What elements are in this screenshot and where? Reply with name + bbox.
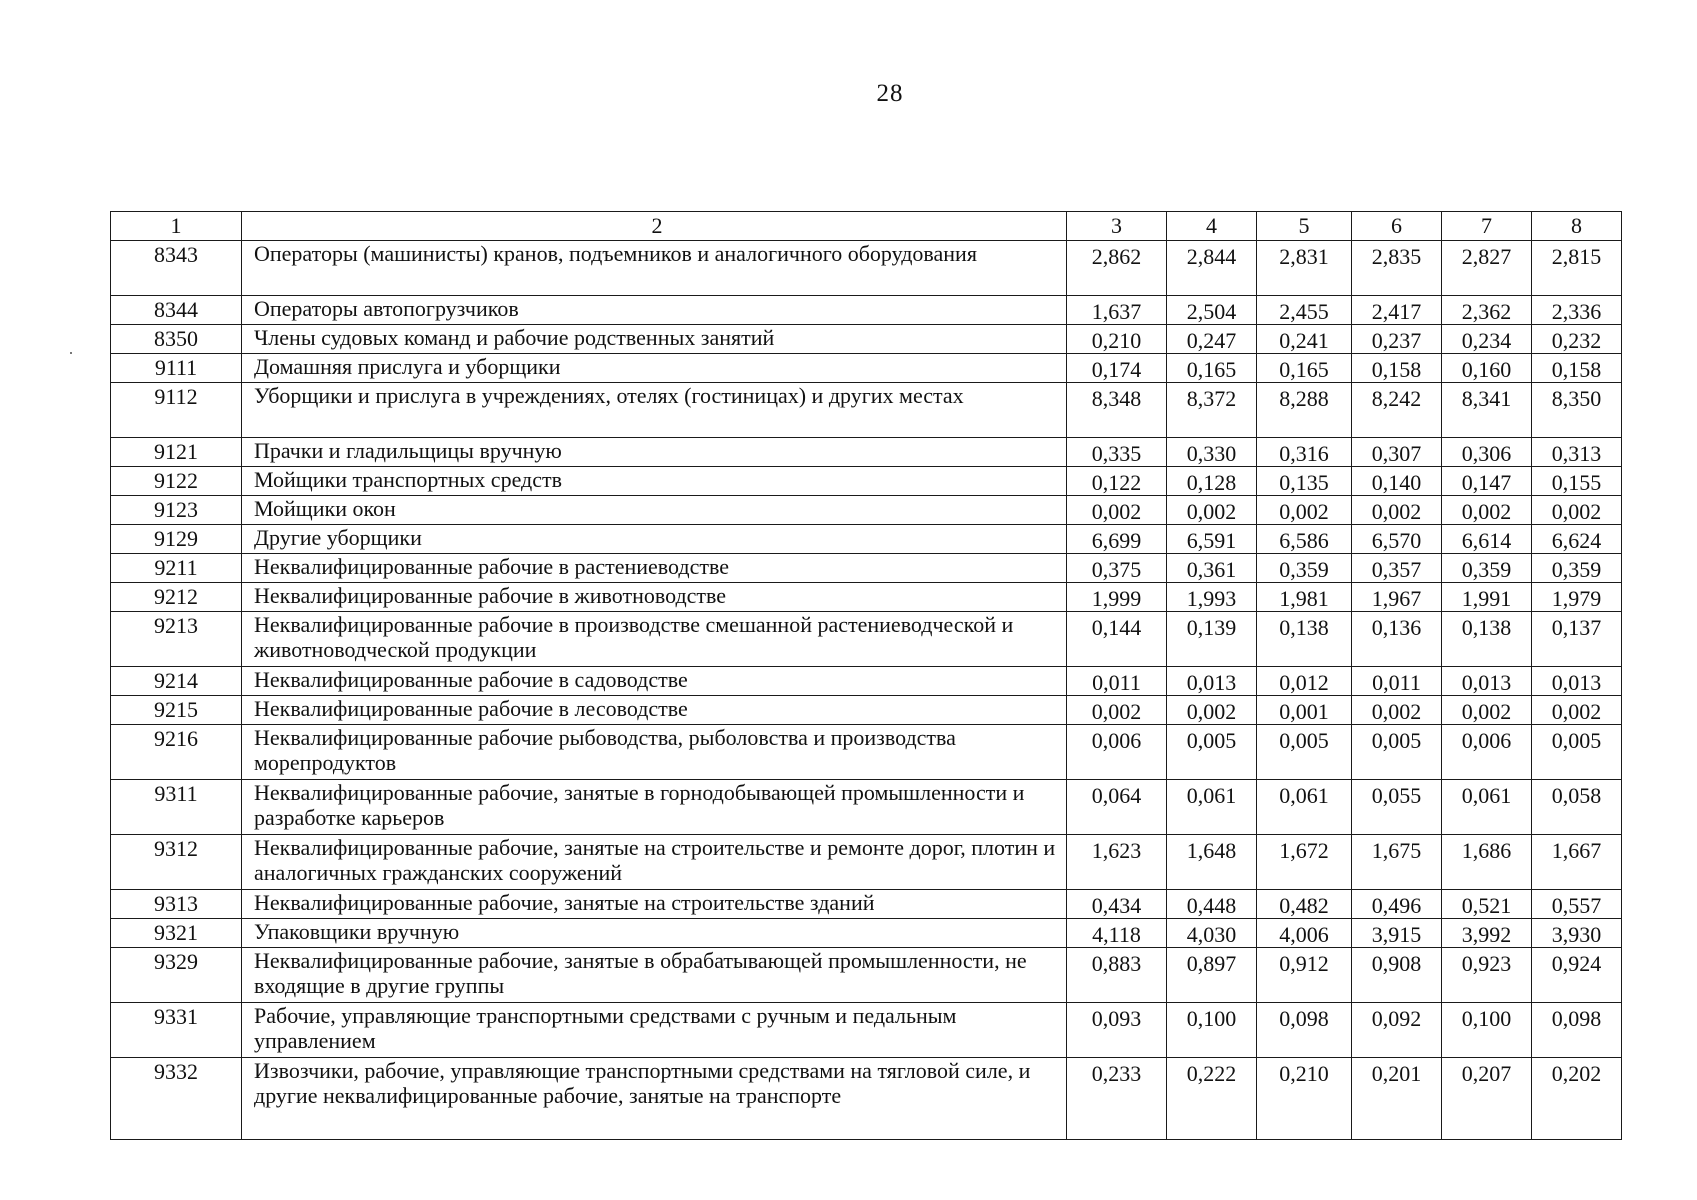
value-col-7: 0,923 xyxy=(1442,948,1532,1003)
value-col-5: 0,061 xyxy=(1257,780,1352,835)
value-col-4: 0,128 xyxy=(1167,467,1257,496)
occupation-name: Неквалифицированные рабочие, занятые в горнодобывающей промышленности и разработке карьеров xyxy=(242,780,1067,835)
value-col-8: 2,815 xyxy=(1532,241,1622,296)
value-col-7: 0,234 xyxy=(1442,325,1532,354)
value-col-4: 0,897 xyxy=(1167,948,1257,1003)
value-col-5: 0,135 xyxy=(1257,467,1352,496)
value-col-3: 0,064 xyxy=(1067,780,1167,835)
value-col-3: 1,637 xyxy=(1067,296,1167,325)
value-col-5: 0,165 xyxy=(1257,354,1352,383)
occupation-name: Мойщики окон xyxy=(242,496,1067,525)
occupation-code: 9122 xyxy=(111,467,242,496)
value-col-6: 0,908 xyxy=(1352,948,1442,1003)
column-header-2: 2 xyxy=(242,212,1067,241)
value-col-5: 8,288 xyxy=(1257,383,1352,438)
occupation-name: Рабочие, управляющие транспортными средствами с ручным и педальным управлением xyxy=(242,1003,1067,1058)
value-col-8: 6,624 xyxy=(1532,525,1622,554)
table-row xyxy=(111,696,1622,725)
occupation-name: Неквалифицированные рабочие в садоводстве xyxy=(242,667,1067,696)
value-col-8: 0,359 xyxy=(1532,554,1622,583)
table-row xyxy=(111,919,1622,948)
value-col-7: 0,013 xyxy=(1442,667,1532,696)
value-col-6: 3,915 xyxy=(1352,919,1442,948)
value-col-6: 0,005 xyxy=(1352,725,1442,780)
column-header-3: 3 xyxy=(1067,212,1167,241)
occupation-name: Члены судовых команд и рабочие родственных занятий xyxy=(242,325,1067,354)
occupation-name: Прачки и гладильщицы вручную xyxy=(242,438,1067,467)
table-row xyxy=(111,890,1622,919)
value-col-6: 8,242 xyxy=(1352,383,1442,438)
value-col-4: 6,591 xyxy=(1167,525,1257,554)
occupation-code: 9129 xyxy=(111,525,242,554)
value-col-3: 0,011 xyxy=(1067,667,1167,696)
value-col-5: 6,586 xyxy=(1257,525,1352,554)
value-col-5: 0,005 xyxy=(1257,725,1352,780)
occupation-name: Упаковщики вручную xyxy=(242,919,1067,948)
value-col-7: 6,614 xyxy=(1442,525,1532,554)
table-row xyxy=(111,496,1622,525)
value-col-3: 0,174 xyxy=(1067,354,1167,383)
value-col-8: 0,557 xyxy=(1532,890,1622,919)
value-col-4: 2,504 xyxy=(1167,296,1257,325)
value-col-7: 0,521 xyxy=(1442,890,1532,919)
occupation-code: 8350 xyxy=(111,325,242,354)
occupation-code: 9214 xyxy=(111,667,242,696)
value-col-7: 0,002 xyxy=(1442,496,1532,525)
value-col-5: 0,316 xyxy=(1257,438,1352,467)
occupation-code: 9212 xyxy=(111,583,242,612)
value-col-4: 0,061 xyxy=(1167,780,1257,835)
occupation-name: Неквалифицированные рабочие в производстве смешанной растениеводческой и животноводческой продукции xyxy=(242,612,1067,667)
value-col-7: 0,006 xyxy=(1442,725,1532,780)
occupation-name: Извозчики, рабочие, управляющие транспортными средствами на тягловой силе, и другие неквалифицированные рабочие, занятые на транспорте xyxy=(242,1058,1067,1140)
value-col-8: 1,979 xyxy=(1532,583,1622,612)
table-header-row xyxy=(111,212,1622,241)
occupation-code: 8343 xyxy=(111,241,242,296)
occupation-code: 8344 xyxy=(111,296,242,325)
value-col-7: 2,362 xyxy=(1442,296,1532,325)
occupation-code: 9215 xyxy=(111,696,242,725)
value-col-5: 1,981 xyxy=(1257,583,1352,612)
value-col-6: 1,675 xyxy=(1352,835,1442,890)
occupation-code: 9321 xyxy=(111,919,242,948)
value-col-3: 0,883 xyxy=(1067,948,1167,1003)
value-col-6: 0,136 xyxy=(1352,612,1442,667)
value-col-4: 0,139 xyxy=(1167,612,1257,667)
value-col-5: 0,002 xyxy=(1257,496,1352,525)
value-col-4: 4,030 xyxy=(1167,919,1257,948)
column-header-4: 4 xyxy=(1167,212,1257,241)
value-col-7: 0,207 xyxy=(1442,1058,1532,1140)
value-col-5: 4,006 xyxy=(1257,919,1352,948)
value-col-6: 0,011 xyxy=(1352,667,1442,696)
value-col-8: 0,058 xyxy=(1532,780,1622,835)
value-col-5: 0,138 xyxy=(1257,612,1352,667)
occupation-name: Домашняя прислуга и уборщики xyxy=(242,354,1067,383)
value-col-7: 0,002 xyxy=(1442,696,1532,725)
value-col-3: 0,375 xyxy=(1067,554,1167,583)
value-col-8: 8,350 xyxy=(1532,383,1622,438)
column-header-7: 7 xyxy=(1442,212,1532,241)
value-col-8: 0,313 xyxy=(1532,438,1622,467)
value-col-3: 8,348 xyxy=(1067,383,1167,438)
occupation-code: 9329 xyxy=(111,948,242,1003)
value-col-3: 4,118 xyxy=(1067,919,1167,948)
value-col-4: 0,013 xyxy=(1167,667,1257,696)
column-header-6: 6 xyxy=(1352,212,1442,241)
value-col-3: 6,699 xyxy=(1067,525,1167,554)
value-col-8: 0,202 xyxy=(1532,1058,1622,1140)
value-col-3: 0,233 xyxy=(1067,1058,1167,1140)
value-col-6: 0,496 xyxy=(1352,890,1442,919)
value-col-7: 1,991 xyxy=(1442,583,1532,612)
value-col-6: 2,835 xyxy=(1352,241,1442,296)
value-col-7: 0,160 xyxy=(1442,354,1532,383)
value-col-3: 1,999 xyxy=(1067,583,1167,612)
occupation-code: 9121 xyxy=(111,438,242,467)
table-row xyxy=(111,325,1622,354)
occupation-code: 9211 xyxy=(111,554,242,583)
table-row xyxy=(111,835,1622,890)
table-row xyxy=(111,296,1622,325)
value-col-4: 0,361 xyxy=(1167,554,1257,583)
value-col-7: 0,138 xyxy=(1442,612,1532,667)
value-col-7: 1,686 xyxy=(1442,835,1532,890)
occupation-name: Операторы (машинисты) кранов, подъемников и аналогичного оборудования xyxy=(242,241,1067,296)
table-row xyxy=(111,467,1622,496)
value-col-6: 0,055 xyxy=(1352,780,1442,835)
column-header-1: 1 xyxy=(111,212,242,241)
value-col-8: 0,013 xyxy=(1532,667,1622,696)
occupation-name: Неквалифицированные рабочие в лесоводстве xyxy=(242,696,1067,725)
value-col-8: 0,924 xyxy=(1532,948,1622,1003)
occupation-table xyxy=(110,211,1622,1140)
occupation-code: 9312 xyxy=(111,835,242,890)
table-row xyxy=(111,948,1622,1003)
occupation-code: 9313 xyxy=(111,890,242,919)
value-col-5: 0,482 xyxy=(1257,890,1352,919)
occupation-code: 9111 xyxy=(111,354,242,383)
value-col-6: 0,237 xyxy=(1352,325,1442,354)
value-col-3: 0,093 xyxy=(1067,1003,1167,1058)
value-col-4: 1,648 xyxy=(1167,835,1257,890)
table-row xyxy=(111,667,1622,696)
table-row xyxy=(111,1003,1622,1058)
value-col-8: 1,667 xyxy=(1532,835,1622,890)
value-col-3: 0,002 xyxy=(1067,496,1167,525)
value-col-8: 0,155 xyxy=(1532,467,1622,496)
occupation-code: 9112 xyxy=(111,383,242,438)
value-col-7: 2,827 xyxy=(1442,241,1532,296)
value-col-7: 3,992 xyxy=(1442,919,1532,948)
table-row xyxy=(111,241,1622,296)
value-col-3: 0,210 xyxy=(1067,325,1167,354)
value-col-3: 0,006 xyxy=(1067,725,1167,780)
table-row xyxy=(111,525,1622,554)
value-col-3: 0,335 xyxy=(1067,438,1167,467)
table-row xyxy=(111,554,1622,583)
table-row xyxy=(111,725,1622,780)
table-row xyxy=(111,612,1622,667)
value-col-8: 3,930 xyxy=(1532,919,1622,948)
occupation-name: Неквалифицированные рабочие, занятые на строительстве и ремонте дорог, плотин и аналогичных гражданских сооружений xyxy=(242,835,1067,890)
occupation-code: 9311 xyxy=(111,780,242,835)
value-col-5: 0,098 xyxy=(1257,1003,1352,1058)
value-col-5: 2,831 xyxy=(1257,241,1352,296)
value-col-5: 1,672 xyxy=(1257,835,1352,890)
value-col-6: 0,140 xyxy=(1352,467,1442,496)
value-col-4: 0,222 xyxy=(1167,1058,1257,1140)
table-row xyxy=(111,383,1622,438)
occupation-name: Неквалифицированные рабочие, занятые в обрабатывающей промышленности, не входящие в другие группы xyxy=(242,948,1067,1003)
occupation-code: 9332 xyxy=(111,1058,242,1140)
scan-speck xyxy=(70,352,72,354)
value-col-4: 0,165 xyxy=(1167,354,1257,383)
occupation-name: Неквалифицированные рабочие, занятые на строительстве зданий xyxy=(242,890,1067,919)
value-col-6: 0,092 xyxy=(1352,1003,1442,1058)
value-col-7: 0,061 xyxy=(1442,780,1532,835)
value-col-5: 0,210 xyxy=(1257,1058,1352,1140)
value-col-7: 0,306 xyxy=(1442,438,1532,467)
value-col-6: 0,002 xyxy=(1352,496,1442,525)
table-row xyxy=(111,583,1622,612)
value-col-3: 2,862 xyxy=(1067,241,1167,296)
occupation-code: 9213 xyxy=(111,612,242,667)
value-col-6: 0,002 xyxy=(1352,696,1442,725)
value-col-8: 0,005 xyxy=(1532,725,1622,780)
value-col-4: 0,330 xyxy=(1167,438,1257,467)
value-col-8: 0,137 xyxy=(1532,612,1622,667)
value-col-6: 0,158 xyxy=(1352,354,1442,383)
value-col-4: 0,100 xyxy=(1167,1003,1257,1058)
occupation-name: Неквалифицированные рабочие рыбоводства, рыболовства и производства морепродуктов xyxy=(242,725,1067,780)
occupation-name: Операторы автопогрузчиков xyxy=(242,296,1067,325)
occupation-code: 9331 xyxy=(111,1003,242,1058)
table-row xyxy=(111,438,1622,467)
occupation-name: Мойщики транспортных средств xyxy=(242,467,1067,496)
value-col-4: 0,002 xyxy=(1167,496,1257,525)
table-row xyxy=(111,1058,1622,1140)
value-col-6: 0,307 xyxy=(1352,438,1442,467)
occupation-code: 9123 xyxy=(111,496,242,525)
value-col-3: 0,434 xyxy=(1067,890,1167,919)
value-col-4: 8,372 xyxy=(1167,383,1257,438)
value-col-6: 2,417 xyxy=(1352,296,1442,325)
value-col-3: 1,623 xyxy=(1067,835,1167,890)
page-number: 28 xyxy=(876,80,904,107)
value-col-5: 0,241 xyxy=(1257,325,1352,354)
value-col-7: 8,341 xyxy=(1442,383,1532,438)
value-col-3: 0,002 xyxy=(1067,696,1167,725)
value-col-5: 0,001 xyxy=(1257,696,1352,725)
value-col-4: 0,002 xyxy=(1167,696,1257,725)
occupation-code: 9216 xyxy=(111,725,242,780)
value-col-5: 2,455 xyxy=(1257,296,1352,325)
value-col-7: 0,100 xyxy=(1442,1003,1532,1058)
value-col-4: 0,005 xyxy=(1167,725,1257,780)
occupation-name: Неквалифицированные рабочие в животноводстве xyxy=(242,583,1067,612)
value-col-8: 2,336 xyxy=(1532,296,1622,325)
value-col-4: 0,247 xyxy=(1167,325,1257,354)
value-col-6: 6,570 xyxy=(1352,525,1442,554)
value-col-8: 0,158 xyxy=(1532,354,1622,383)
value-col-5: 0,359 xyxy=(1257,554,1352,583)
value-col-4: 2,844 xyxy=(1167,241,1257,296)
value-col-8: 0,232 xyxy=(1532,325,1622,354)
value-col-8: 0,002 xyxy=(1532,496,1622,525)
table-row xyxy=(111,780,1622,835)
value-col-6: 0,201 xyxy=(1352,1058,1442,1140)
value-col-4: 0,448 xyxy=(1167,890,1257,919)
column-header-8: 8 xyxy=(1532,212,1622,241)
value-col-5: 0,012 xyxy=(1257,667,1352,696)
value-col-3: 0,122 xyxy=(1067,467,1167,496)
value-col-8: 0,098 xyxy=(1532,1003,1622,1058)
occupation-name: Неквалифицированные рабочие в растениеводстве xyxy=(242,554,1067,583)
value-col-7: 0,147 xyxy=(1442,467,1532,496)
occupation-name: Другие уборщики xyxy=(242,525,1067,554)
table-row xyxy=(111,354,1622,383)
column-header-5: 5 xyxy=(1257,212,1352,241)
value-col-5: 0,912 xyxy=(1257,948,1352,1003)
value-col-6: 0,357 xyxy=(1352,554,1442,583)
value-col-4: 1,993 xyxy=(1167,583,1257,612)
value-col-7: 0,359 xyxy=(1442,554,1532,583)
value-col-6: 1,967 xyxy=(1352,583,1442,612)
value-col-8: 0,002 xyxy=(1532,696,1622,725)
occupation-name: Уборщики и прислуга в учреждениях, отелях (гостиницах) и других местах xyxy=(242,383,1067,438)
value-col-3: 0,144 xyxy=(1067,612,1167,667)
